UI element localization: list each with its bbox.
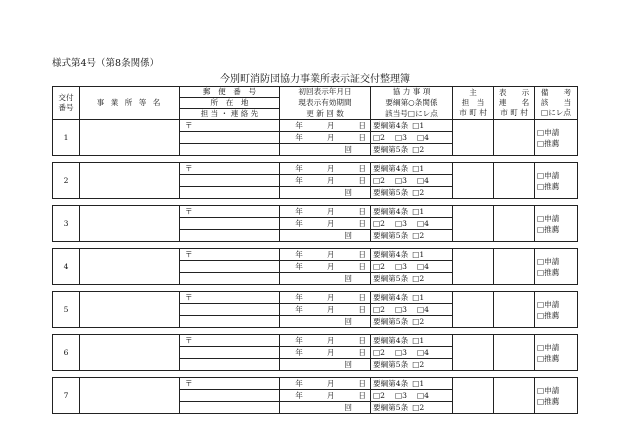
postal-code-cell[interactable]: 〒 — [180, 206, 280, 218]
remarks-cell[interactable]: □申請 □推薦 — [535, 378, 578, 414]
issue-number-cell[interactable] — [53, 163, 80, 199]
first-date-cell[interactable]: 年 月 日 — [280, 249, 371, 261]
article4-cell[interactable]: 要綱第4条 □1 — [371, 292, 453, 304]
article4-cell[interactable]: 要綱第4条 □1 — [371, 120, 453, 132]
first-date-cell[interactable]: 年 月 日 — [280, 292, 371, 304]
contact-cell[interactable] — [180, 187, 280, 199]
valid-date-cell[interactable]: 年 月 日 — [280, 175, 371, 187]
issue-number-cell[interactable] — [53, 292, 80, 328]
valid-date-cell[interactable]: 年 月 日 — [280, 132, 371, 144]
article4-options-cell[interactable]: □2 □3 □4 — [371, 132, 453, 144]
header-coop-items: 協 力 事 項 — [371, 87, 453, 98]
table-row — [53, 249, 578, 261]
first-date-cell[interactable]: 年 月 日 — [280, 378, 371, 390]
address-cell[interactable] — [180, 390, 280, 402]
display-municipality-cell[interactable] — [494, 206, 535, 242]
display-municipality-cell[interactable] — [494, 292, 535, 328]
article5-cell[interactable]: 要綱第5条 □2 — [371, 273, 453, 285]
address-cell[interactable] — [180, 304, 280, 316]
table-row — [53, 378, 578, 390]
issue-number: 3 — [63, 218, 69, 228]
table-row — [53, 120, 578, 132]
main-municipality-cell[interactable] — [453, 292, 494, 328]
office-name-cell[interactable] — [80, 206, 180, 242]
contact-cell[interactable] — [180, 144, 280, 156]
renewal-count-cell[interactable]: 回 — [280, 144, 371, 156]
renewal-count-cell[interactable]: 回 — [280, 402, 371, 414]
first-date-cell[interactable]: 年 月 日 — [280, 206, 371, 218]
header-date-valid: 現表示有効期間 — [280, 98, 371, 109]
renewal-count-cell[interactable]: 回 — [280, 187, 371, 199]
issue-number: 7 — [63, 390, 69, 400]
register-body — [53, 120, 578, 414]
postal-code-cell[interactable]: 〒 — [180, 120, 280, 132]
article5-cell[interactable]: 要綱第5条 □2 — [371, 230, 453, 242]
office-name-cell[interactable] — [80, 163, 180, 199]
register-table — [52, 86, 578, 414]
main-municipality-cell[interactable] — [453, 335, 494, 371]
remarks-cell[interactable]: □申請 □推薦 — [535, 163, 578, 199]
address-cell[interactable] — [180, 261, 280, 273]
article4-cell[interactable]: 要綱第4条 □1 — [371, 163, 453, 175]
address-cell[interactable] — [180, 347, 280, 359]
issue-number: 1 — [63, 132, 69, 142]
header-address: 所 在 地 — [180, 98, 280, 109]
renewal-count-cell[interactable]: 回 — [280, 230, 371, 242]
form-label: 様式第4号（第8条関係） — [52, 58, 160, 69]
main-municipality-cell[interactable] — [453, 163, 494, 199]
display-municipality-cell[interactable] — [494, 163, 535, 199]
remarks-cell[interactable]: □申請 □推薦 — [535, 120, 578, 156]
issue-number-cell[interactable] — [53, 378, 80, 414]
first-date-cell[interactable]: 年 月 日 — [280, 120, 371, 132]
article4-options-cell[interactable]: □2 □3 □4 — [371, 304, 453, 316]
postal-code-cell[interactable]: 〒 — [180, 335, 280, 347]
header-issue-number: 交付 番号 — [53, 87, 80, 120]
table-row — [53, 292, 578, 304]
article5-cell[interactable]: 要綱第5条 □2 — [371, 316, 453, 328]
valid-date-cell[interactable]: 年 月 日 — [280, 347, 371, 359]
postal-code-cell[interactable]: 〒 — [180, 249, 280, 261]
contact-cell[interactable] — [180, 230, 280, 242]
renewal-count-cell[interactable]: 回 — [280, 359, 371, 371]
office-name-cell[interactable] — [80, 249, 180, 285]
office-name-cell[interactable] — [80, 292, 180, 328]
remarks-cell[interactable]: □申請 □推薦 — [535, 292, 578, 328]
main-municipality-cell[interactable] — [453, 249, 494, 285]
office-name-cell[interactable] — [80, 335, 180, 371]
remarks-cell[interactable]: □申請 □推薦 — [535, 249, 578, 285]
display-municipality-cell[interactable] — [494, 378, 535, 414]
renewal-count-cell[interactable]: 回 — [280, 316, 371, 328]
contact-cell[interactable] — [180, 316, 280, 328]
header-coop-article: 要綱第○条関係 — [371, 98, 453, 109]
issue-number-cell[interactable] — [53, 206, 80, 242]
first-date-cell[interactable]: 年 月 日 — [280, 335, 371, 347]
article5-cell[interactable]: 要綱第5条 □2 — [371, 359, 453, 371]
address-cell[interactable] — [180, 175, 280, 187]
header-coop-check: 該当号□にレ点 — [371, 109, 453, 120]
header-date-first: 初回表示年月日 — [280, 87, 371, 98]
article5-cell[interactable]: 要綱第5条 □2 — [371, 402, 453, 414]
postal-code-cell[interactable]: 〒 — [180, 163, 280, 175]
header-remarks: 備 考 該 当 □にレ点 — [535, 87, 578, 120]
display-municipality-cell[interactable] — [494, 335, 535, 371]
issue-number: 6 — [63, 347, 69, 357]
issue-number-cell[interactable] — [53, 335, 80, 371]
valid-date-cell[interactable]: 年 月 日 — [280, 218, 371, 230]
article4-options-cell[interactable]: □2 □3 □4 — [371, 218, 453, 230]
display-municipality-cell[interactable] — [494, 249, 535, 285]
postal-code-cell[interactable]: 〒 — [180, 378, 280, 390]
remarks-cell[interactable]: □申請 □推薦 — [535, 335, 578, 371]
header-renewals: 更 新 回 数 — [280, 109, 371, 120]
office-name-cell[interactable] — [80, 378, 180, 414]
issue-number: 5 — [63, 304, 69, 314]
address-cell[interactable] — [180, 132, 280, 144]
article5-cell[interactable]: 要綱第5条 □2 — [371, 144, 453, 156]
office-name-cell[interactable] — [80, 120, 180, 156]
issue-number-cell[interactable] — [53, 249, 80, 285]
issue-number: 2 — [63, 175, 69, 185]
address-cell[interactable] — [180, 218, 280, 230]
contact-cell[interactable] — [180, 273, 280, 285]
contact-cell[interactable] — [180, 359, 280, 371]
contact-cell[interactable] — [180, 402, 280, 414]
article4-options-cell[interactable]: □2 □3 □4 — [371, 390, 453, 402]
article4-cell[interactable]: 要綱第4条 □1 — [371, 335, 453, 347]
table-row — [53, 335, 578, 347]
header-main-municipality: 主 担 当 市 町 村 — [453, 87, 494, 120]
table-row — [53, 163, 578, 175]
article4-options-cell[interactable]: □2 □3 □4 — [371, 347, 453, 359]
postal-code-cell[interactable]: 〒 — [180, 292, 280, 304]
issue-number: 4 — [63, 261, 69, 271]
article4-cell[interactable]: 要綱第4条 □1 — [371, 378, 453, 390]
remarks-cell[interactable]: □申請 □推薦 — [535, 206, 578, 242]
valid-date-cell[interactable]: 年 月 日 — [280, 390, 371, 402]
display-municipality-cell[interactable] — [494, 120, 535, 156]
first-date-cell[interactable]: 年 月 日 — [280, 163, 371, 175]
header-office-name: 事 業 所 等 名 — [80, 87, 180, 120]
header-display-municipality: 表 示 連 名 市 町 村 — [494, 87, 535, 120]
main-municipality-cell[interactable] — [453, 120, 494, 156]
valid-date-cell[interactable]: 年 月 日 — [280, 304, 371, 316]
article4-cell[interactable]: 要綱第4条 □1 — [371, 206, 453, 218]
header-contact: 担 当 ・ 連 絡 先 — [180, 109, 280, 120]
document-title: 今別町消防団協力事業所表示証交付整理簿 — [220, 74, 410, 85]
main-municipality-cell[interactable] — [453, 206, 494, 242]
article4-options-cell[interactable]: □2 □3 □4 — [371, 261, 453, 273]
table-row — [53, 206, 578, 218]
main-municipality-cell[interactable] — [453, 378, 494, 414]
article5-cell[interactable]: 要綱第5条 □2 — [371, 187, 453, 199]
article4-options-cell[interactable]: □2 □3 □4 — [371, 175, 453, 187]
article4-cell[interactable]: 要綱第4条 □1 — [371, 249, 453, 261]
header-postal-code: 郵 便 番 号 — [180, 87, 280, 98]
valid-date-cell[interactable]: 年 月 日 — [280, 261, 371, 273]
issue-number-cell[interactable] — [53, 120, 80, 156]
renewal-count-cell[interactable]: 回 — [280, 273, 371, 285]
